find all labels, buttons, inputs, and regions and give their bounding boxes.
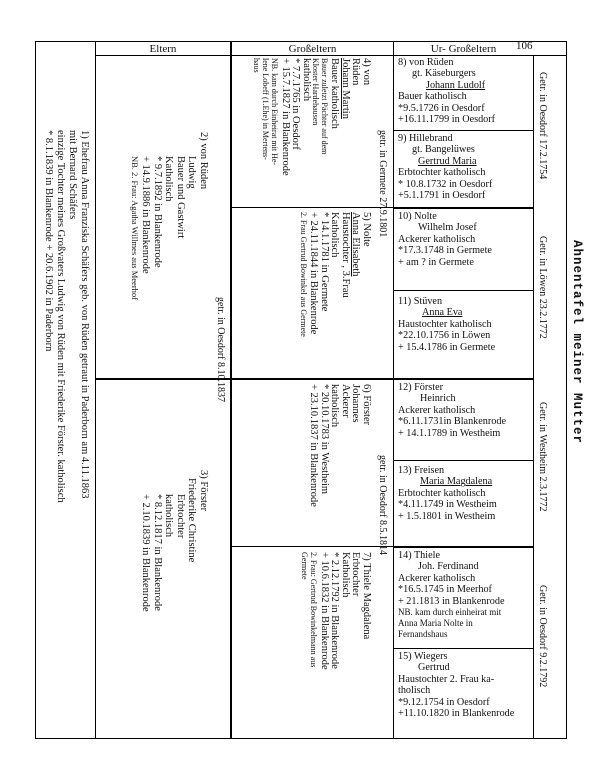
ur-married-89 — [537, 72, 548, 179]
p3-line-2: Friederike Christine — [186, 478, 198, 563]
p11-line-3: Haustochter katholisch — [398, 318, 492, 330]
p15-line-6: +11.10.1820 in Blankenrode — [398, 708, 515, 720]
p6-line-2: Johannes — [350, 384, 362, 423]
p3-line-3: Erbtochter — [175, 494, 186, 539]
ur-married-1213 — [537, 402, 548, 512]
eltern-divider — [95, 378, 231, 380]
header-grosseltern: Großeltern — [288, 43, 337, 55]
person-4 — [253, 58, 372, 176]
p6-line-5: * 20.10.1783 in Westheim — [319, 384, 330, 495]
proband-entry — [42, 130, 90, 503]
p5-line-6: + 24.11.1844 in Blankenrode — [308, 212, 320, 335]
p2-line-3: Bauer und Gastwirt — [175, 156, 186, 239]
ur-married-1415 — [537, 585, 548, 687]
p3-line-1: 3) Förster — [198, 470, 209, 512]
eltern-married-text: getr. in Oesdorf 8.10.1837 — [215, 297, 226, 402]
p14-line-3: Ackerer katholisch — [398, 572, 476, 584]
p7-line-1: 7) Thiele Magdalena — [361, 552, 372, 640]
person-12 — [398, 382, 506, 439]
p13-line-5: + 1.5.1801 in Westheim — [398, 510, 496, 522]
person-11 — [398, 296, 495, 353]
p14-line-6: NB. kam durch einheirat mit — [398, 607, 502, 618]
p8-line-5: *9.5.1726 in Oesdorf — [398, 102, 485, 114]
p2-line-4: Katholisch — [163, 156, 175, 202]
person-9 — [398, 133, 492, 201]
p14-line-1: 14) Thiele — [398, 550, 440, 561]
header-divider — [95, 55, 567, 56]
ur-divider-1213 — [393, 460, 533, 461]
ur-married-1213-text: Getr. in Westheim 2.3.1772 — [537, 402, 548, 512]
p14-line-8: Fernandshaus — [398, 629, 448, 640]
person-8 — [398, 57, 495, 125]
gross-married-67 — [377, 455, 388, 555]
p7-line-2: Erbtochter — [350, 552, 362, 597]
p4-note-1: Bauer zuletzt Pächter auf dem — [320, 58, 329, 155]
p9-line-4: Erbtochter katholisch — [398, 167, 486, 179]
p3-line-6: + 2.10.1839 in Blankenrode — [140, 494, 152, 612]
p6-line-3: Ackerer — [340, 384, 351, 418]
p13-line-2: Maria Magdalena — [420, 476, 493, 488]
p5-line-5: * 14.1.1781 in Germete — [319, 212, 330, 312]
frame-bottom — [35, 738, 567, 739]
p5-line-1: 5) Nolte — [361, 212, 372, 247]
ur-married-89-text: Getr. in Oesdorf 17.2.1754 — [537, 72, 548, 180]
p15-line-5: *9.12.1754 in Oesdorf — [398, 696, 490, 708]
proband-line-1: 1) Ehefrau Anna Franziska Schäfers geb. von Rüden getraut in Paderborn am 4.11.1863 — [79, 130, 90, 499]
gross-married-45-text: getr. in Germete 27.9.1801 — [377, 130, 388, 238]
proband-line-4: * 8.1.1839 in Blankenrode + 20.6.1902 in Paderborn — [43, 130, 54, 352]
p8-line-6: +16.11.1799 in Oesdorf — [398, 114, 496, 126]
p5-line-4: Katholisch — [329, 212, 341, 258]
col-divider-3 — [393, 41, 394, 739]
person-13 — [398, 465, 497, 522]
p4-line-4: Bauer katholisch — [329, 58, 341, 129]
p8-line-4: Bauer katholisch — [398, 91, 467, 103]
person-2 — [129, 132, 210, 300]
gross-divider-45 — [231, 207, 393, 208]
p9-line-6: +5.1.1791 in Oesdorf — [398, 190, 486, 202]
frame-left — [35, 41, 36, 739]
p14-line-5: + 21.1813 in Blankenrode — [398, 595, 505, 607]
p4-line-1: 4) von — [361, 58, 372, 86]
header-urgrosseltern: Ur- Großeltern — [430, 43, 497, 55]
p13-line-1: 13) Freisen — [398, 465, 445, 476]
p2-line-6: + 14.9.1886 in Blankenrode — [140, 156, 152, 274]
frame-right — [566, 41, 567, 739]
p4-line-2: Rüden — [350, 58, 362, 86]
p4-more-2: * 7.7.1765 in Oesdorf — [290, 58, 302, 150]
p12-line-4: *6.11.1731in Blankenrode — [398, 416, 506, 428]
p9-line-3: Gertrud Maria — [418, 155, 477, 167]
p10-line-3: Ackerer katholisch — [398, 233, 476, 245]
col-divider-2 — [230, 41, 232, 739]
person-7 — [301, 552, 372, 670]
p5-line-2: Anna Elisabeth — [350, 212, 362, 277]
p2-note: NB. 2. Frau: Agatha Willmes aus Meerhof — [130, 156, 140, 300]
p12-line-5: + 14.1.1789 in Westheim — [398, 427, 501, 439]
p14-line-2: Joh. Ferdinand — [418, 561, 479, 573]
p2-line-1: 2) von Rüden — [198, 132, 209, 190]
p9-line-1: 9) Hillebrand — [398, 133, 453, 144]
ur-divider-910 — [393, 207, 533, 209]
p12-line-2: Heinrich — [420, 393, 456, 405]
p13-line-3: Erbtochter katholisch — [398, 487, 486, 499]
col-divider-1 — [95, 41, 96, 739]
p4-line-3: Johann Martin — [340, 58, 351, 119]
p9-line-2: gt. Bangelüwes — [412, 144, 475, 156]
ur-married-1011 — [537, 236, 548, 339]
page-title: Ahnentafel meiner Mutter — [570, 240, 584, 445]
gross-divider-56 — [231, 378, 393, 380]
ur-married-1415-text: Getr. in Oesdorf 9.2.1792 — [537, 585, 548, 688]
ur-married-col-divider — [533, 55, 534, 739]
p11-line-1: 11) Stüven — [398, 296, 443, 307]
p4-note2-3: haus — [252, 58, 262, 73]
p6-line-6: + 23.10.1837 in Blankenrode — [308, 384, 320, 507]
p3-line-5: * 8.12.1817 in Blankenrode — [152, 494, 163, 611]
ur-divider-89 — [393, 130, 533, 131]
p11-line-2: Anna Eva — [422, 307, 463, 319]
ur-divider-1314 — [393, 546, 533, 548]
gross-married-45 — [377, 130, 388, 237]
p12-line-1: 12) Förster — [398, 382, 443, 393]
ur-divider-1011 — [393, 290, 533, 291]
p13-line-4: *4.11.1749 in Westheim — [398, 499, 497, 511]
p4-note2-2: lene Lobeff (1.Ehe) in Mertens- — [261, 58, 271, 160]
ur-divider-1415 — [393, 648, 533, 649]
p7-note-1: 2. Frau: Gertrud Bowinkelmann aus — [309, 552, 319, 668]
p7-line-4: * 2.12.1792 in Blankenrode — [329, 552, 341, 669]
p15-line-3: Haustochter 2. Frau ka- — [398, 673, 495, 685]
p9-line-5: * 10.8.1732 in Oesdorf — [398, 178, 493, 190]
p14-line-4: *16.5.1745 in Meerhof — [398, 584, 492, 596]
p11-line-4: *22.10.1756 in Löwen — [398, 330, 491, 342]
p4-more-3: + 15.7.1827 in Blankenrode — [280, 58, 291, 176]
p10-line-5: + am ? in Germete — [398, 256, 474, 268]
p2-line-5: * 9.7.1892 in Blankenrode — [152, 156, 163, 268]
p7-line-3: Katholisch — [340, 552, 351, 598]
gross-married-67-text: getr. in Oesdorf 8.5.1814 — [377, 455, 388, 555]
p7-line-5: + 10.6.1832 in Blankenrode — [319, 552, 330, 670]
ur-divider-1112 — [393, 378, 533, 380]
person-10 — [398, 211, 492, 268]
person-5 — [299, 212, 371, 337]
person-3 — [140, 470, 209, 612]
p3-line-4: katholisch — [163, 494, 175, 538]
p6-line-4: katholisch — [329, 384, 341, 428]
p10-line-4: *17.3.1748 in Germete — [398, 245, 492, 257]
p8-line-1: 8) von Rüden — [398, 57, 454, 68]
p4-note-2: Kloster Hardehausen — [311, 58, 320, 126]
p5-note: 2. Frau Gertrud Bowinkel aus Germete — [299, 212, 308, 337]
p4-note2-1: NB. kam durch Einheirat mit He- — [270, 58, 280, 166]
p12-line-3: Ackerer katholisch — [398, 404, 476, 416]
p15-line-4: tholisch — [398, 685, 431, 697]
proband-line-3: einzige Tochter meines Großvaters Ludwig von Rüden mit Friederike Förster. katholisch — [55, 130, 66, 503]
p14-line-7: Anna Maria Nolte in — [398, 618, 473, 629]
person-14 — [398, 550, 504, 640]
p8-line-2: gt. Käseburgers — [412, 68, 476, 80]
gross-divider-67 — [231, 546, 393, 547]
person-6 — [308, 384, 371, 507]
eltern-married — [215, 297, 226, 402]
p7-note-2: Germete — [300, 552, 310, 580]
p10-line-1: 10) Nolte — [398, 211, 437, 222]
p11-line-5: + 15.4.1786 in Germete — [398, 341, 496, 353]
ur-married-1011-text: Getr. in Löwen 23.2.1772 — [537, 236, 548, 339]
person-15 — [398, 651, 514, 719]
p4-more-1: katholisch — [301, 58, 312, 102]
p5-line-3: Haustochter , 3.Frau — [340, 212, 351, 298]
page-number: 106 — [516, 40, 533, 52]
p2-line-2: Ludwig — [186, 156, 198, 189]
p15-line-2: Gertrud — [418, 662, 450, 674]
p10-line-2: Wilhelm Josef — [418, 222, 477, 234]
p6-line-1: 6) Förster — [361, 384, 372, 426]
proband-line-2: mit Bernard Schäfers — [67, 130, 78, 220]
frame-top — [35, 41, 567, 42]
p15-line-1: 15) Wiegers — [398, 651, 448, 662]
header-eltern: Eltern — [149, 43, 177, 55]
p8-line-3: Johann Ludolf — [426, 79, 486, 91]
